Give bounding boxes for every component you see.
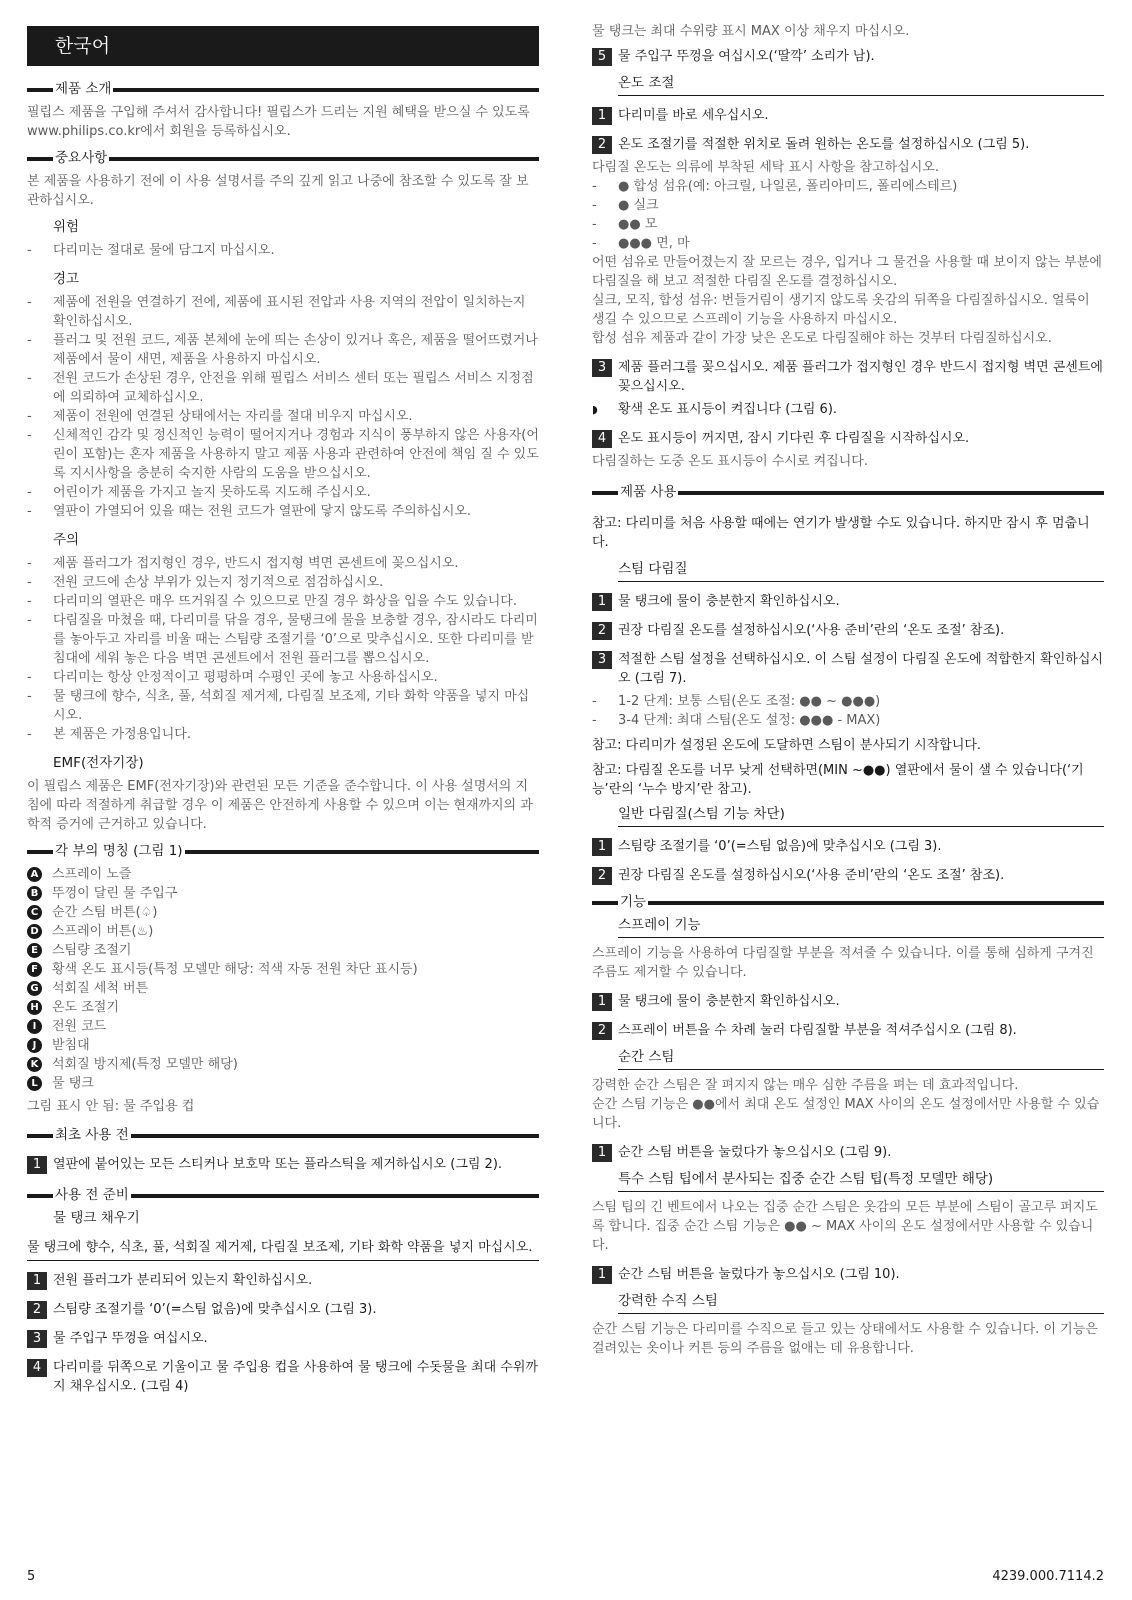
part-item xyxy=(27,998,539,1017)
step xyxy=(592,837,1104,856)
part-item xyxy=(27,1036,539,1055)
max-note: 물 탱크는 최대 수위량 표시 MAX 이상 채우지 마십시오. xyxy=(592,24,910,39)
shot-text: 순간 스팀 기능은 ●●에서 최대 온도 설정인 MAX 사이의 온도 설정에서만 사용할 수 있습니다. xyxy=(592,1097,1100,1131)
list-item: - 어린이가 제품을 가지고 놀지 못하도록 지도해 주십시오. xyxy=(27,483,539,502)
right-column xyxy=(592,22,1104,1364)
part-label: 석회질 세척 버튼 xyxy=(52,981,149,996)
step-text: 스팀량 조절기를 ‘0’(=스팀 없음)에 맞추십시오 (그림 3). xyxy=(53,1302,377,1317)
fill-warning: 물 탱크에 향수, 식초, 풀, 석회질 제거제, 다림질 보조제, 기타 화학 약품을 넣지 마십시오. xyxy=(27,1238,539,1261)
important-text: 본 제품을 사용하기 전에 이 사용 설명서를 주의 깊게 읽고 나중에 참조할 수 있도록 잘 보관하십시오. xyxy=(27,174,529,208)
step-number: 3 xyxy=(592,359,612,377)
part-label: 뚜껑이 달린 물 주입구 xyxy=(52,886,178,901)
part-letter: C xyxy=(27,905,42,920)
step xyxy=(592,592,1104,611)
list-item: - ● 실크 xyxy=(592,196,1104,215)
step-text: 다리미를 바로 세우십시오. xyxy=(618,108,769,123)
dry-title: 일반 다림질(스팀 기능 차단) xyxy=(618,805,1104,827)
step-number: 1 xyxy=(27,1156,47,1174)
section-important xyxy=(27,149,539,168)
step-number: 5 xyxy=(592,48,612,66)
step xyxy=(27,1155,539,1174)
part-item xyxy=(27,1074,539,1093)
part-letter: E xyxy=(27,943,42,958)
step xyxy=(27,1329,539,1348)
part-label: 스프레이 버튼(♨) xyxy=(52,924,154,939)
step-number: 4 xyxy=(27,1359,47,1377)
steam-note: 참고: 다림질 온도를 너무 낮게 선택하면(MIN ~●●) 열판에서 물이 샐 수 있습니다(‘기능’란의 ‘누수 방지’란 참고). xyxy=(592,763,1084,797)
step-number: 1 xyxy=(592,593,612,611)
step-number: 1 xyxy=(592,993,612,1011)
list-item: - ●● 모 xyxy=(592,215,1104,234)
steam-title: 스팀 다림질 xyxy=(618,560,1104,582)
intro-text: 필립스 제품을 구입해 주셔서 감사합니다! 필립스가 드리는 지원 혜택을 받으실 수 있도록 www.philips.co.kr에서 회원을 등록하십시오. xyxy=(27,105,530,139)
step-text: 권장 다림질 온도를 설정하십시오(‘사용 준비’란의 ‘온도 조절’ 참조). xyxy=(618,623,1005,638)
part-label: 석회질 방지제(특정 모델만 해당) xyxy=(52,1057,238,1072)
steam-level-list xyxy=(592,692,1104,730)
step-text: 물 주입구 뚜껑을 여십시오(‘딸깍’ 소리가 남). xyxy=(618,49,875,64)
part-label: 전원 코드 xyxy=(52,1019,107,1034)
step-text: 적절한 스팀 설정을 선택하십시오. 이 스팀 설정이 다림질 온도에 적합한지 확인하십시오 (그림 7). xyxy=(618,652,1103,686)
list-item: - 본 제품은 가정용입니다. xyxy=(27,725,539,744)
left-column xyxy=(27,0,539,1400)
emf-title: EMF(전자기장) xyxy=(53,755,144,771)
step-number: 1 xyxy=(592,1266,612,1284)
part-letter: G xyxy=(27,981,42,996)
fill-title: 물 탱크 채우기 xyxy=(53,1210,140,1226)
temp-label-note: 다림질 온도는 의류에 부착된 세탁 표시 사항을 참고하십시오. xyxy=(592,160,940,175)
temp-title: 온도 조절 xyxy=(618,74,1104,96)
temp-step4-note: 다림질하는 도중 온도 표시등이 수시로 켜집니다. xyxy=(592,454,868,469)
vertical-text: 순간 스팀 기능은 다리미를 수직으로 들고 있는 상태에서도 사용할 수 있습니다. 이 기능은 걸려있는 옷이나 커튼 등의 주름을 없애는 데 유용합니다. xyxy=(592,1322,1098,1356)
part-item xyxy=(27,941,539,960)
step-text: 전원 플러그가 분리되어 있는지 확인하십시오. xyxy=(53,1273,313,1288)
usage-note: 참고: 다리미를 처음 사용할 때에는 연기가 발생할 수도 있습니다. 하지만 잠시 후 멈춥니다. xyxy=(592,516,1090,550)
result-arrow-icon: ◗ xyxy=(592,403,598,416)
list-item: - 다리미는 항상 안정적이고 평평하며 수평인 곳에 놓고 사용하십시오. xyxy=(27,668,539,687)
step-text: 순간 스팀 버튼을 눌렀다가 놓으십시오 (그림 9). xyxy=(618,1145,892,1160)
danger-title: 위험 xyxy=(53,219,80,235)
result-text: 황색 온도 표시등이 켜집니다 (그림 6). xyxy=(618,402,838,417)
part-label: 스프레이 노즐 xyxy=(52,867,132,882)
temp-text: 어떤 섬유로 만들어졌는지 잘 모르는 경우, 입거나 그 물건을 사용할 때 보이지 않는 부분에 다림질을 해 보고 적절한 다림질 온도를 결정하십시오. xyxy=(592,255,1102,289)
step-number: 3 xyxy=(27,1330,47,1348)
step-number: 2 xyxy=(592,136,612,154)
part-label: 온도 조절기 xyxy=(52,1000,119,1015)
step-text: 스프레이 버튼을 수 차례 눌러 다림질할 부분을 적셔주십시오 (그림 8). xyxy=(618,1023,1017,1038)
step-text: 제품 플러그를 꽂으십시오. 제품 플러그가 접지형인 경우 반드시 접지형 벽면 콘센트에 꽂으십시오. xyxy=(618,360,1103,394)
shot-text: 강력한 순간 스팀은 잘 펴지지 않는 매우 심한 주름을 펴는 데 효과적입니다. xyxy=(592,1078,1019,1093)
step-text: 열판에 붙어있는 모든 스티커나 보호막 또는 플라스틱을 제거하십시오 (그림 2). xyxy=(53,1157,503,1172)
part-label: 물 탱크 xyxy=(52,1076,94,1091)
step-text: 물 탱크에 물이 충분한지 확인하십시오. xyxy=(618,594,840,609)
part-item xyxy=(27,884,539,903)
step xyxy=(592,358,1104,396)
step-number: 1 xyxy=(592,1144,612,1162)
tip-title: 특수 스팀 팁에서 분사되는 집중 순간 스팀 팁(특정 모델만 해당) xyxy=(618,1170,1104,1192)
part-letter: H xyxy=(27,1000,42,1015)
step-text: 물 탱크에 물이 충분한지 확인하십시오. xyxy=(618,994,840,1009)
parts-list xyxy=(27,865,539,1093)
fabric-list xyxy=(592,177,1104,253)
list-item: - 3-4 단계: 최대 스팀(온도 설정: ●●● - MAX) xyxy=(592,711,1104,730)
step-result xyxy=(592,400,1104,419)
step-number: 1 xyxy=(592,838,612,856)
part-item xyxy=(27,960,539,979)
step-number: 2 xyxy=(592,622,612,640)
part-letter: L xyxy=(27,1076,42,1091)
step xyxy=(592,135,1104,154)
list-item: - 신체적인 감각 및 정신적인 능력이 떨어지거나 경험과 지식이 풍부하지 않은 사용자(어린이 포함)는 혼자 제품을 사용하지 말고 제품 사용과 관련하여 안전에 책임 질 수 있도록 지시사항을 충분히 숙지한 사람의 도움을 받으십시오. xyxy=(27,426,539,483)
document-code: 4239.000.7114.2 xyxy=(992,1569,1104,1584)
step xyxy=(27,1358,539,1396)
list-item: - 물 탱크에 향수, 식초, 풀, 석회질 제거제, 다림질 보조제, 기타 화학 약품을 넣지 마십시오. xyxy=(27,687,539,725)
section-first-use xyxy=(27,1126,539,1145)
tip-text: 스팀 팁의 긴 벤트에서 나오는 집중 순간 스팀은 옷감의 모든 부분에 스팀이 골고루 퍼지도록 합니다. 집중 순간 스팀 기능은 ●● ~ MAX 사이의 온도 설정에서만 사용할 수 있습니다. xyxy=(592,1200,1098,1253)
part-label: 받침대 xyxy=(52,1038,90,1053)
section-parts xyxy=(27,842,539,861)
step xyxy=(592,47,1104,66)
list-item: - 제품에 전원을 연결하기 전에, 제품에 표시된 전압과 사용 지역의 전압이 일치하는지 확인하십시오. xyxy=(27,293,539,331)
part-item xyxy=(27,979,539,998)
section-title: 최초 사용 전 xyxy=(55,1127,129,1143)
section-title: 기능 xyxy=(620,894,647,910)
list-item: - 다림질을 마쳤을 때, 다리미를 닦을 경우, 물탱크에 물을 보충할 경우, 잠시라도 다리미를 놓아두고 자리를 비울 때는 스팀량 조절기를 ‘0’으로 맞추십시오. 또한 다리미를 받침대에 세워 놓은 다음 벽면 콘센트에서 전원 플러그를 뽑으십시오. xyxy=(27,611,539,668)
step-number: 4 xyxy=(592,430,612,448)
list-item: - 전원 코드에 손상 부위가 있는지 정기적으로 점검하십시오. xyxy=(27,573,539,592)
list-item: - ● 합성 섬유(예: 아크릴, 나일론, 폴리아미드, 폴리에스테르) xyxy=(592,177,1104,196)
section-title: 각 부의 명칭 (그림 1) xyxy=(55,843,183,859)
step xyxy=(27,1271,539,1290)
list-item: - 전원 코드가 손상된 경우, 안전을 위해 필립스 서비스 센터 또는 필립스 서비스 지정점에 의뢰하여 교체하십시오. xyxy=(27,369,539,407)
step-number: 2 xyxy=(592,867,612,885)
parts-note: 그림 표시 안 됨: 물 주입용 컵 xyxy=(27,1099,195,1114)
step-text: 순간 스팀 버튼을 눌렀다가 놓으십시오 (그림 10). xyxy=(618,1267,900,1282)
step xyxy=(592,866,1104,885)
section-features xyxy=(592,893,1104,912)
part-item xyxy=(27,903,539,922)
step xyxy=(592,650,1104,688)
caution-list xyxy=(27,554,539,744)
step-number: 1 xyxy=(27,1272,47,1290)
vertical-title: 강력한 수직 스팀 xyxy=(618,1292,1104,1314)
part-item xyxy=(27,922,539,941)
section-title: 제품 사용 xyxy=(620,484,677,500)
section-title: 제품 소개 xyxy=(55,81,112,97)
shot-title: 순간 스팀 xyxy=(618,1048,1104,1070)
step xyxy=(592,621,1104,640)
spray-text: 스프레이 기능을 사용하여 다림질할 부분을 적셔줄 수 있습니다. 이를 통해 심하게 구겨진 주름도 제거할 수 있습니다. xyxy=(592,946,1094,980)
step-text: 물 주입구 뚜껑을 여십시오. xyxy=(53,1331,208,1346)
step xyxy=(592,106,1104,125)
part-item xyxy=(27,1055,539,1074)
list-item: - 1-2 단계: 보통 스팀(온도 조절: ●● ~ ●●●) xyxy=(592,692,1104,711)
list-item: - ●●● 면, 마 xyxy=(592,234,1104,253)
step-text: 스팀량 조절기를 ‘0’(=스팀 없음)에 맞추십시오 (그림 3). xyxy=(618,839,942,854)
part-letter: K xyxy=(27,1057,42,1072)
step-number: 3 xyxy=(592,651,612,669)
page-number: 5 xyxy=(27,1569,36,1584)
step-text: 다리미를 뒤쪽으로 기울이고 물 주입용 컵을 사용하여 물 탱크에 수돗물을 최대 수위까지 채우십시오. (그림 4) xyxy=(53,1360,538,1394)
list-item: - 열판이 가열되어 있을 때는 전원 코드가 열판에 닿지 않도록 주의하십시오. xyxy=(27,502,539,521)
temp-text: 실크, 모직, 합성 섬유: 번들거림이 생기지 않도록 옷감의 뒤쪽을 다림질하십시오. 얼룩이 생길 수 있으므로 스프레이 기능을 사용하지 마십시오. xyxy=(592,293,1090,327)
emf-text: 이 필립스 제품은 EMF(전자기장)와 관련된 모든 기준을 준수합니다. 이 사용 설명서의 지침에 따라 적절하게 취급할 경우 이 제품은 안전하게 사용할 수 있으며 이는 현재까지의 과학적 증거에 근거하고 있습니다. xyxy=(27,779,533,832)
section-prep xyxy=(27,1186,539,1205)
list-item: - 제품이 전원에 연결된 상태에서는 자리를 절대 비우지 마십시오. xyxy=(27,407,539,426)
part-letter: J xyxy=(27,1038,42,1053)
step-number: 2 xyxy=(27,1301,47,1319)
section-usage xyxy=(592,483,1104,502)
part-letter: I xyxy=(27,1019,42,1034)
step xyxy=(592,1143,1104,1162)
step xyxy=(27,1300,539,1319)
part-label: 스팀량 조절기 xyxy=(52,943,132,958)
caution-title: 주의 xyxy=(53,532,80,548)
spray-title: 스프레이 기능 xyxy=(618,916,1104,938)
part-label: 순간 스팀 버튼(♤) xyxy=(52,905,158,920)
section-title: 사용 전 준비 xyxy=(55,1187,129,1203)
step xyxy=(592,1265,1104,1284)
list-item: - 제품 플러그가 접지형인 경우, 반드시 접지형 벽면 콘센트에 꽂으십시오. xyxy=(27,554,539,573)
step-text: 온도 표시등이 꺼지면, 잠시 기다린 후 다림질을 시작하십시오. xyxy=(618,431,970,446)
warning-title: 경고 xyxy=(53,271,80,287)
step-text: 온도 조절기를 적절한 위치로 돌려 원하는 온도를 설정하십시오 (그림 5). xyxy=(618,137,1030,152)
language-header: 한국어 xyxy=(27,26,539,66)
step-number: 1 xyxy=(592,107,612,125)
part-letter: B xyxy=(27,886,42,901)
step xyxy=(592,429,1104,448)
part-letter: D xyxy=(27,924,42,939)
steam-note: 참고: 다리미가 설정된 온도에 도달하면 스팀이 분사되기 시작합니다. xyxy=(592,738,982,753)
list-item: - 다리미의 열판은 매우 뜨거워질 수 있으므로 만질 경우 화상을 입을 수도 있습니다. xyxy=(27,592,539,611)
part-label: 황색 온도 표시등(특정 모델만 해당: 적색 자동 전원 차단 표시등) xyxy=(52,962,418,977)
danger-list xyxy=(27,241,539,260)
step xyxy=(592,992,1104,1011)
step xyxy=(592,1021,1104,1040)
warning-list xyxy=(27,293,539,521)
part-item xyxy=(27,865,539,884)
part-letter: F xyxy=(27,962,42,977)
temp-text: 합성 섬유 제품과 같이 가장 낮은 온도로 다림질해야 하는 것부터 다림질하십시오. xyxy=(592,331,1052,346)
section-intro xyxy=(27,80,539,99)
step-text: 권장 다림질 온도를 설정하십시오(‘사용 준비’란의 ‘온도 조절’ 참조). xyxy=(618,868,1005,883)
list-item: - 다리미는 절대로 물에 담그지 마십시오. xyxy=(27,241,539,260)
step-number: 2 xyxy=(592,1022,612,1040)
part-item xyxy=(27,1017,539,1036)
list-item: - 플러그 및 전원 코드, 제품 본체에 눈에 띄는 손상이 있거나 혹은, 제품을 떨어뜨렸거나 제품에서 물이 새면, 제품을 사용하지 마십시오. xyxy=(27,331,539,369)
section-title: 중요사항 xyxy=(55,150,108,166)
part-letter: A xyxy=(27,867,42,882)
